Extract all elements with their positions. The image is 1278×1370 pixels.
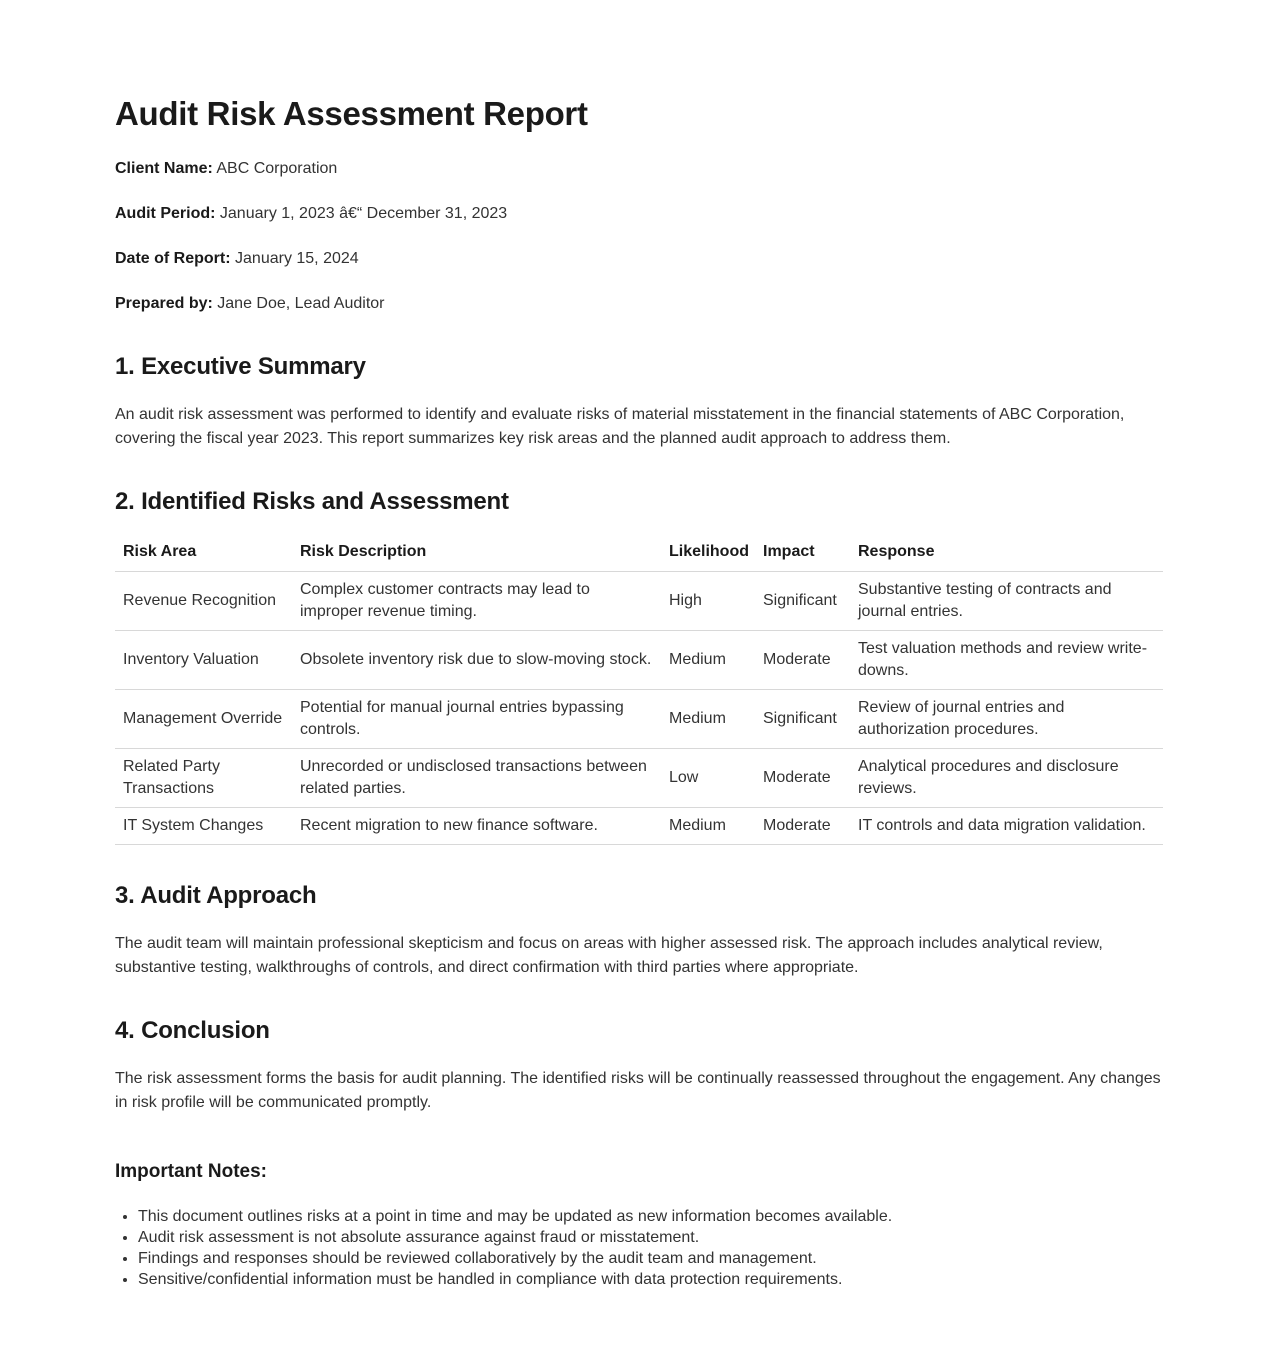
column-header-risk-area: Risk Area (115, 538, 292, 572)
meta-client-name (115, 157, 1163, 181)
table-header-row (115, 538, 1163, 572)
cell-impact: Moderate (755, 631, 850, 690)
list-item: • This document outlines risks at a point in time and may be updated as new information becomes available. (138, 1206, 1163, 1227)
cell-likelihood: Medium (661, 808, 755, 845)
column-header-risk-description: Risk Description (292, 538, 661, 572)
cell-likelihood: Low (661, 749, 755, 808)
cell-likelihood: Medium (661, 690, 755, 749)
cell-response: Test valuation methods and review write-downs. (850, 631, 1163, 690)
table-row (115, 572, 1163, 631)
risk-assessment-table (115, 538, 1163, 845)
table-row (115, 808, 1163, 845)
meta-prepared-by-label: Prepared by: (115, 295, 213, 313)
cell-risk-description: Unrecorded or undisclosed transactions between related parties. (292, 749, 661, 808)
section-heading-audit-approach: 3. Audit Approach (115, 882, 317, 910)
cell-risk-description: Recent migration to new finance software. (292, 808, 661, 845)
section-heading-identified-risks: 2. Identified Risks and Assessment (115, 488, 509, 516)
table-row (115, 631, 1163, 690)
cell-risk-description: Potential for manual journal entries bypassing controls. (292, 690, 661, 749)
meta-client-name-value: ABC Corporation (216, 160, 338, 178)
section-heading-executive-summary: 1. Executive Summary (115, 353, 366, 381)
cell-response: Substantive testing of contracts and journal entries. (850, 572, 1163, 631)
cell-risk-area: Related Party Transactions (115, 749, 292, 808)
conclusion-paragraph: The risk assessment forms the basis for audit planning. The identified risks will be continually reassessed throughout the engagement. Any changes in risk profile will be communicated promptly. (115, 1070, 1161, 1112)
meta-report-date-value: January 15, 2024 (235, 250, 359, 268)
cell-response: IT controls and data migration validation. (850, 808, 1163, 845)
meta-report-date (115, 247, 1163, 271)
meta-report-date-label: Date of Report: (115, 250, 231, 268)
meta-prepared-by (115, 292, 1163, 316)
meta-audit-period-value: January 1, 2023 â€“ December 31, 2023 (219, 205, 508, 223)
column-header-likelihood: Likelihood (661, 538, 755, 572)
audit-approach-paragraph: The audit team will maintain professional skepticism and focus on areas with higher assessed risk. The approach includes analytical review, substantive testing, walkthroughs of controls, and direct confirmation with third parties where appropriate. (115, 935, 1103, 977)
meta-audit-period (115, 202, 1163, 226)
important-notes-heading: Important Notes: (115, 1161, 267, 1183)
cell-response: Review of journal entries and authorization procedures. (850, 690, 1163, 749)
cell-likelihood: Medium (661, 631, 755, 690)
cell-risk-area: Revenue Recognition (115, 572, 292, 631)
executive-summary-paragraph: An audit risk assessment was performed to identify and evaluate risks of material misstatement in the financial statements of ABC Corporation, covering the fiscal year 2023. This report summarizes key risk areas and the planned audit approach to address them. (115, 406, 1125, 448)
cell-risk-area: IT System Changes (115, 808, 292, 845)
list-item: • Audit risk assessment is not absolute assurance against fraud or misstatement. (138, 1227, 1163, 1248)
table-row (115, 690, 1163, 749)
meta-prepared-by-value: Jane Doe, Lead Auditor (217, 295, 385, 313)
cell-impact: Significant (755, 690, 850, 749)
meta-audit-period-label: Audit Period: (115, 205, 216, 223)
important-notes-list (115, 1206, 1163, 1290)
cell-risk-description: Complex customer contracts may lead to improper revenue timing. (292, 572, 661, 631)
list-item: • Findings and responses should be reviewed collaboratively by the audit team and management. (138, 1248, 1163, 1269)
table-row (115, 749, 1163, 808)
meta-client-name-label: Client Name: (115, 160, 213, 178)
cell-risk-description: Obsolete inventory risk due to slow-moving stock. (292, 631, 661, 690)
cell-response: Analytical procedures and disclosure reviews. (850, 749, 1163, 808)
list-item: • Sensitive/confidential information must be handled in compliance with data protection requirements. (138, 1269, 1163, 1290)
cell-risk-area: Inventory Valuation (115, 631, 292, 690)
column-header-impact: Impact (755, 538, 850, 572)
page-title: Audit Risk Assessment Report (115, 95, 588, 132)
section-heading-conclusion: 4. Conclusion (115, 1017, 270, 1045)
cell-impact: Significant (755, 572, 850, 631)
cell-likelihood: High (661, 572, 755, 631)
column-header-response: Response (850, 538, 1163, 572)
cell-impact: Moderate (755, 808, 850, 845)
cell-risk-area: Management Override (115, 690, 292, 749)
cell-impact: Moderate (755, 749, 850, 808)
